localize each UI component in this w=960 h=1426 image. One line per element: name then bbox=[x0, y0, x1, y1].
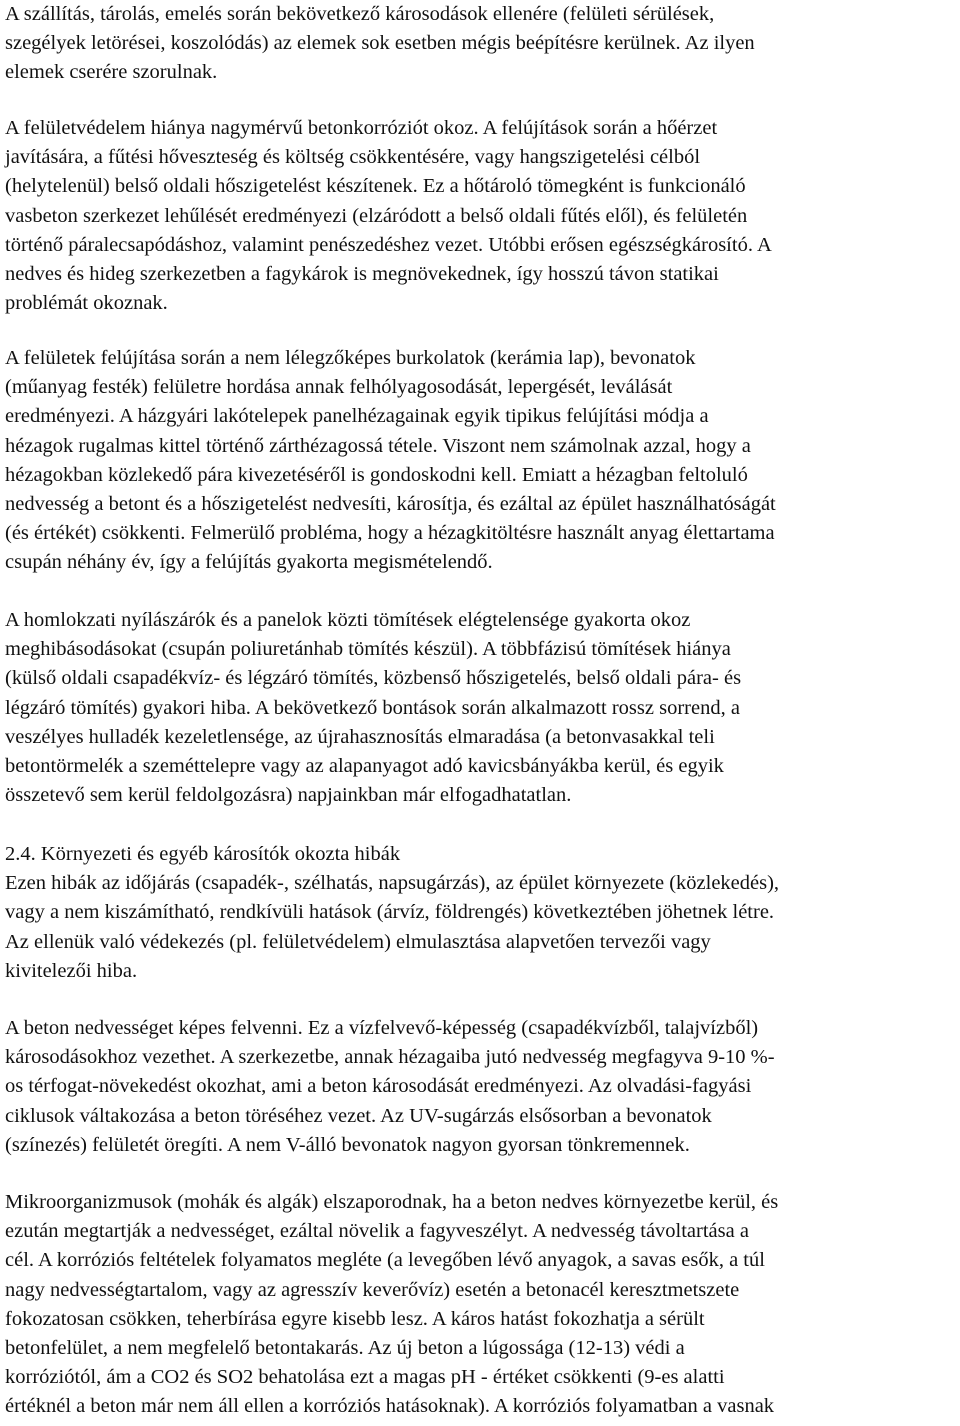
text-line: szegélyek letörései, koszolódás) az elemek sok esetben mégis beépítésre kerülnek. Az ilyen bbox=[5, 32, 755, 55]
text-line: A felületvédelem hiánya nagymérvű betonkorróziót okoz. A felújítások során a hőérzet bbox=[5, 117, 718, 139]
text-line: légzáró tömítés) gyakori hiba. A bekövetkező bontások során alkalmazott rossz sorrend, a bbox=[5, 696, 740, 719]
paragraph-facade-openings bbox=[0, 606, 741, 810]
paragraph-surface-protection bbox=[0, 114, 772, 318]
text-line: A beton nedvességet képes felvenni. Ez a vízfelvevő-képesség (csapadékvízből, talajvízből) bbox=[5, 1017, 759, 1039]
text-line: (műanyag festék) felületre hordása annak felhólyagosodását, lepergését, leválását bbox=[5, 376, 673, 399]
text-line: meghibásodásokat (csupán poliuretánhab tömítés készül). A többfázisú tömítések hiánya bbox=[5, 638, 731, 661]
text-line: A homlokzati nyílászárók és a panelok közti tömítések elégtelensége gyakorta okoz bbox=[5, 609, 691, 631]
paragraph-surface-renovation bbox=[0, 344, 776, 578]
text-line: Az ellenük való védekezés (pl. felületvédelem) elmulasztása alapvetően tervezői vagy bbox=[5, 930, 711, 953]
text-line: ciklusok váltakozása a beton töréséhez vezet. Az UV-sugárzás elsősorban a bevonatok bbox=[5, 1104, 712, 1127]
text-line: betontörmelék a szeméttelepre vagy az alapanyagot adó kavicsbányákba kerül, és egyik bbox=[5, 755, 724, 778]
text-line: (helytelenül) belső oldali hőszigetelést készítenek. Ez a hőtároló tömegként is funkcionáló bbox=[5, 175, 746, 198]
paragraph-damage-during-transport bbox=[0, 0, 755, 88]
text-line: károsodásokhoz vezethet. A szerkezetbe, annak hézagaiba jutó nedvesség megfagyva 9-10 %- bbox=[5, 1046, 775, 1069]
text-line: nedvesség a betont és a hőszigetelést nedvesíti, károsítja, és ezáltal az épület használhatóságát bbox=[5, 493, 776, 516]
section-environmental-damage bbox=[0, 840, 779, 986]
text-line: (külső oldali csapadékvíz- és légzáró tömítés, közbenső hőszigetelés, belső oldali pára- és bbox=[5, 667, 742, 690]
text-line: (színezés) felületét öregíti. A nem V-álló bevonatok nagyon gyorsan tönkremennek. bbox=[5, 1133, 690, 1156]
text-line: (és értékét) csökkenti. Felmerülő probléma, hogy a hézagkitöltésre használt anyag élettartama bbox=[5, 522, 775, 545]
text-line: történő páralecsapódáshoz, valamint penészedéshez vezet. Utóbbi erősen egészségkárosító. A bbox=[5, 233, 772, 256]
text-line: cél. A korróziós feltételek folyamatos megléte (a levegőben lévő anyagok, a savas esők, a túl bbox=[5, 1249, 765, 1272]
text-line: vasbeton szerkezet lehűlését eredményezi (elzáródott a belső oldali fűtés elől), és felületén bbox=[5, 204, 748, 227]
text-line: problémát okoznak. bbox=[5, 292, 168, 315]
text-line: A szállítás, tárolás, emelés során bekövetkező károsodások ellenére (felületi sérülések, bbox=[5, 3, 715, 25]
paragraph-concrete-moisture bbox=[0, 1014, 775, 1160]
text-line: kivitelezői hiba. bbox=[5, 959, 138, 982]
text-line: veszélyes hulladék kezeletlensége, az újrahasznosítás elmaradása (a betonvasakkal teli bbox=[5, 725, 715, 748]
text-line: betonfelület, a nem megfelelő betontakarás. Az új beton a lúgossága (12-13) védi a bbox=[5, 1337, 685, 1360]
text-line: hézagokban közlekedő pára kivezetéséről is gondoskodni kell. Emiatt a hézagban feltoluló bbox=[5, 463, 748, 486]
text-line: értéknél a beton már nem áll ellen a korróziós hatásoknak). A korróziós folyamatban a vasnak bbox=[5, 1395, 775, 1418]
text-line: os térfogat-növekedést okozhat, ami a beton károsodását eredményezi. Az olvadási-fagyási bbox=[5, 1075, 752, 1098]
text-line: fokozatosan csökken, teherbírása egyre kisebb lesz. A káros hatást fokozhatja a sérült bbox=[5, 1307, 705, 1330]
text-line: javítására, a fűtési hőveszteség és költség csökkentésére, vagy hangszigetelési célból bbox=[5, 146, 701, 169]
text-line: eredményezi. A házgyári lakótelepek panelhézagainak egyik tipikus felújítási módja a bbox=[5, 405, 709, 428]
text-line: nedves és hideg szerkezetben a fagykárok is megnövekednek, így hosszú távon statikai bbox=[5, 263, 719, 286]
text-line: hézagok rugalmas kittel történő zárthézagossá tétele. Viszont nem számolnak azzal, hogy a bbox=[5, 434, 751, 457]
text-line: nagy nedvességtartalom, vagy az agresszív keverővíz) esetén a betonacél keresztmetszete bbox=[5, 1278, 740, 1301]
text-line: Ezen hibák az időjárás (csapadék-, szélhatás, napsugárzás), az épület környezete (közlekedés), bbox=[5, 872, 780, 895]
paragraph-microorganisms-corrosion bbox=[0, 1188, 778, 1422]
text-line: vagy a nem kiszámítható, rendkívüli hatások (árvíz, földrengés) következtében jöhetnek létre. bbox=[5, 901, 775, 924]
text-line: összetevő sem kerül feldolgozásra) napjainkban már elfogadhatatlan. bbox=[5, 784, 572, 807]
text-line: elemek cserére szorulnak. bbox=[5, 61, 218, 84]
section-heading: 2.4. Környezeti és egyéb károsítók okozta hibák bbox=[5, 843, 401, 865]
text-line: korróziótól, ám a CO2 és SO2 behatolása ezt a magas pH - értéket csökkenti (9-es alatti bbox=[5, 1366, 725, 1389]
text-line: Mikroorganizmusok (mohák és algák) elszaporodnak, ha a beton nedves környezetbe kerül, és bbox=[5, 1191, 779, 1213]
text-line: ezután megtartják a nedvességet, ezáltal növelik a fagyveszélyt. A nedvesség távoltartása a bbox=[5, 1220, 749, 1243]
text-line: A felületek felújítása során a nem lélegzőképes burkolatok (kerámia lap), bevonatok bbox=[5, 347, 696, 369]
text-line: csupán néhány év, így a felújítás gyakorta megismételendő. bbox=[5, 551, 493, 574]
